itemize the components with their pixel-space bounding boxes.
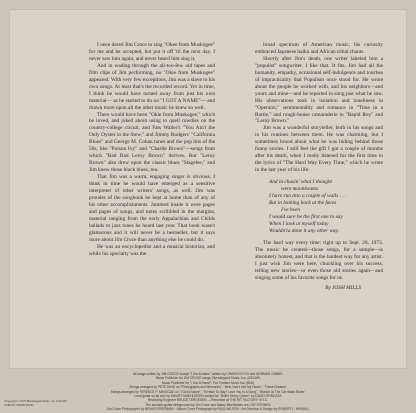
- lyric-line: Wouldn'ta done it any other way.: [269, 227, 340, 234]
- credit-line: The acoustic guitar strings used by Jim Croce and Maury Muehleisen are LSR STRINGS: [145, 402, 271, 407]
- credit-line: Strings arranged by PETE DINO on "Photographs and Memories", "New York's Not My Home", "These Dreams": [129, 385, 287, 390]
- copyright-line: *Copyright © 1976 Blendingwell Music, Inc. (ASCAP): [4, 400, 68, 403]
- author-byline: By JOSH MILLS: [325, 285, 361, 292]
- credit-line: Music Publisher for JIM CROCE songs: Blendingwell Music, Inc. (ASCAP): [155, 376, 261, 381]
- lyric-line: were moonbeams: [281, 186, 319, 193]
- liner-notes-left-column: [89, 42, 215, 258]
- liner-notes-panel: [9, 9, 407, 369]
- lyrics-quote: [269, 179, 383, 235]
- paragraph: Jim was a wonderful storyteller, both in his songs and in his routines between them. He was charming, but I sometimes brood about what he was hiding behind those funny stories. I still feel the gift I got a couple of months after his death, when I really listened for the first time to the lyrics of "The Hard Way Every Time," which he wrote in the last year of his life:: [255, 125, 383, 174]
- paragraph: There would have been "Okie from Muskogee," which he loved, and joked about using to quell rowdies on the country-college circuit, and Fats Waller's "You Ain't the Only Oyster in the Stew," and Jimmy Rodgers' "California Blues" and George M. Cohan tunes and the pop hits of the 50s, like "Poison Ivy" and "Charlie Brown"—songs from which "Bad Bad Leroy Brown" derives. But "Leroy Brown" also drew upon the classic blues "Stagelee," and Jim knew those black blues, too.: [89, 111, 215, 174]
- lyric-line: When I look at myself today: [269, 220, 329, 227]
- credit-line: Strings arranged by TERENCE P. MINOGUE on "I Got A Name", "I'll Have To Say I Love You In A Song", "Workin' At The Car Wash Blues": [110, 389, 306, 394]
- album-credits: [22, 372, 394, 412]
- lyric-line: I've been: [281, 206, 301, 213]
- copyright-notice: [4, 400, 74, 407]
- credit-line: Lead guitar on all cuts by MAURY MUEHLEISEN except for "Roller Derby Queen" by DAVID SPINOZZA: [134, 394, 282, 399]
- paragraph: I once dared Jim Croce to sing "Okee from Muskogee" for me and he accepted, but put it off 'til the next day. I never saw him again, and never heard him sing it.: [89, 42, 215, 62]
- paragraph: The hard way every time: right up to Sept. 20, 1973. The music he created—those songs, for a sample—is absolutely honest, and that is the hardest way for any artist. I just wish Jim were here, chuckling over his success, telling new stories—or even those old stories again—and singing some of his favorite songs for us.: [255, 239, 383, 281]
- credit-line: All songs written by JIM CROCE except "I Got A Name" written by CHARLES FOX and NORMAN GIMBEL: [132, 372, 284, 376]
- copyright-line: USED BY PERMISSION: [4, 403, 34, 407]
- liner-notes-right-column: [255, 42, 383, 292]
- paragraph: He was an encyclopedist and a musical historian, and while his specialty was the: [89, 243, 215, 257]
- credit-line: Jim Croce Photographs by BENNO FRIEDMAN · Album Cover Photograph by PAUL WILSON · Art Direction & Design by ROBERT L. HEIMALL: [106, 407, 310, 412]
- lyric-line: But in looking back at the faces: [269, 199, 337, 206]
- credit-line: Recording Engineer BRUCE TERGESEN — Recorded at THE HIT FACTORY, N.Y.C.: [147, 398, 269, 403]
- lyric-line: I have run into a couple of walls . . .: [269, 193, 347, 200]
- paragraph: Shortly after Jim's death, one writer labeled him a "populist" songwriter. I like that. It fits. Jim had all the humanity, empathy, occasional self-indulgence and touches of impracticality that Populism once stood for. He wrote about the people he worked with, and his neighbors—and yours and mine—and he reported in song just what he saw. His observations took in isolation and loneliness in "Operator," sentimentality and romance in "Time in a Bottle," and rough-house camaraderie in "Rapid Roy" and "Leroy Brown.": [255, 55, 383, 125]
- paragraph: That Jim was a warm, engaging singer is obvious. I think in time he would have emerged as a sensitive interpreter of other writers' songs, as well. Jim was prouder of the songbook he kept at home than of any of his other accomplishments. Jammed inside it were pages and pages of songs, and notes scribbled in the margins, material ranging from the early Appalachian and Childs ballads to jazz tunes he heard last year. That book wasn't glamorous and it will never be a bestseller, but it says more about Jim Croce than anything else he could do.: [89, 174, 215, 243]
- lyric-line: And in chasin' what I thought: [269, 179, 333, 186]
- paragraph: And in wading through the all-too-few old tapes and film clips of Jim performing, no "Okie from Muskogee" appeared. With very few exceptions, Jim was a slave to his own songs. At least that's the recorded record. Yet in time, I think he would have turned away from just his own material— as he started to do on "I GOT A NAME"— and drawn more upon all the other music he knew so well.: [89, 62, 215, 111]
- credit-line: Music Publisher for "I Got A Name": Fox Fanfare Music Inc. (BMI): [161, 380, 255, 385]
- paragraph: broad spectrum of American music, his curiosity embraced Japanese haiku and African tribal chants.: [255, 42, 383, 55]
- lyric-line: I would sure be the first one to say: [269, 213, 343, 220]
